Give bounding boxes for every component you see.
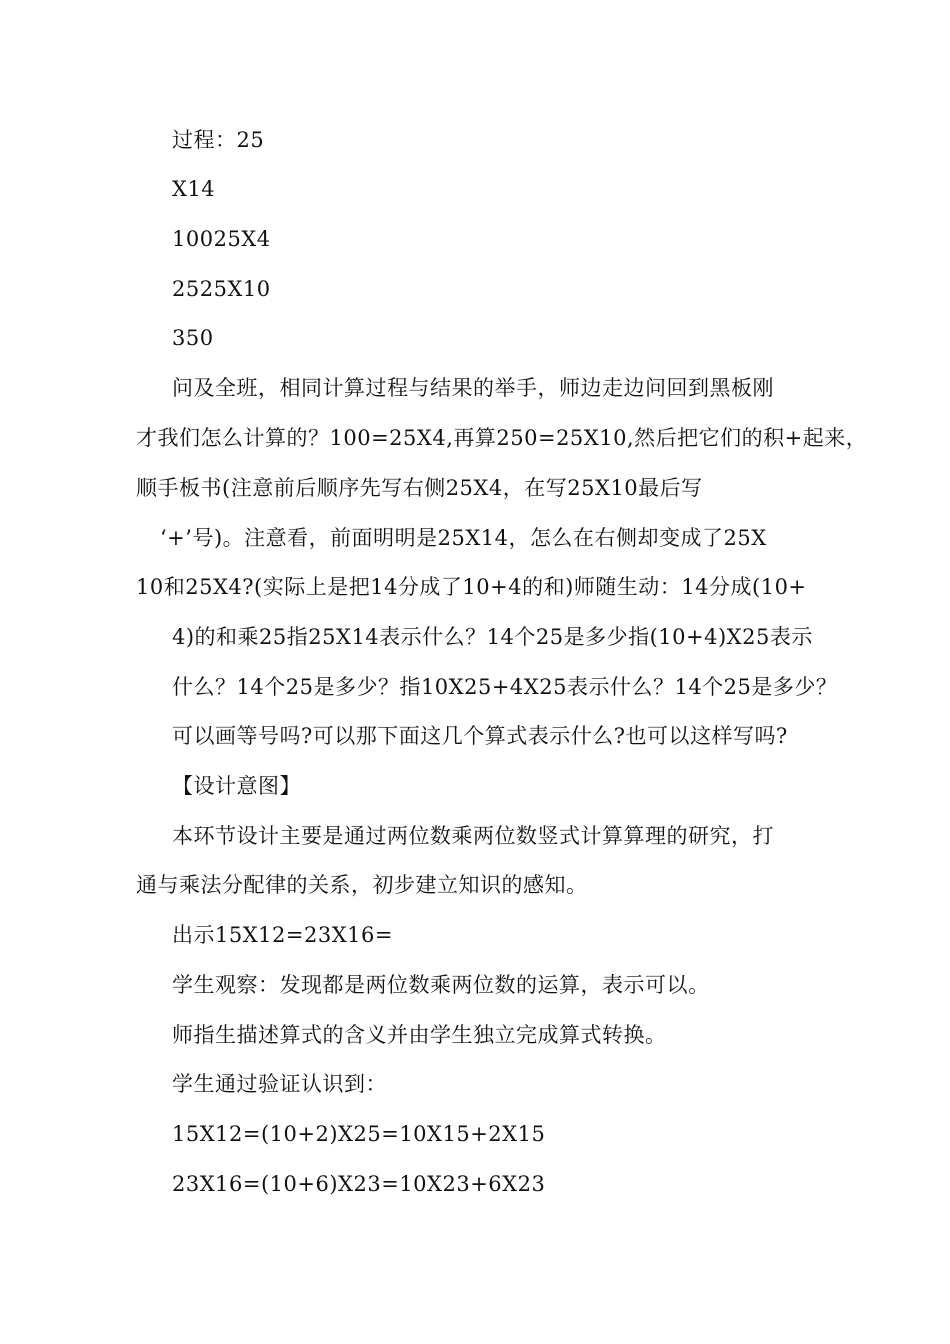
text-line-paragraph-1f: 4)的和乘25指25X14表示什么？14个25是多少指(10+4)X25表示: [172, 625, 813, 649]
equation-line-2: 23X16=(10+6)X23=10X23+6X23: [172, 1172, 546, 1196]
text-line-multiplier: X14: [172, 177, 216, 201]
text-line-paragraph-1c: 顺手板书(注意前后顺序先写右侧25X4，在写25X10最后写: [136, 476, 703, 500]
text-line-paragraph-1h: 可以画等号吗?可以那下面这几个算式表示什么?也可以这样写吗?: [172, 724, 788, 748]
text-line-student-verify: 学生通过验证认识到：: [172, 1072, 387, 1096]
text-line-process: 过程：25: [172, 128, 265, 152]
text-line-paragraph-1d: ‘+’号)。注意看，前面明明是25X14，怎么在右侧却变成了25X: [160, 526, 767, 550]
text-line-paragraph-2b: 通与乘法分配律的关系，初步建立知识的感知。: [136, 873, 588, 897]
text-line-student-observe: 学生观察：发现都是两位数乘两位数的运算，表示可以。: [172, 973, 710, 997]
text-line-paragraph-1b: 才我们怎么计算的？100=25X4,再算250=25X10,然后把它们的积+起来，: [136, 426, 868, 450]
text-line-result: 350: [172, 326, 214, 350]
section-heading-design-intent: 【设计意图】: [172, 774, 301, 798]
text-line-paragraph-1a: 问及全班，相同计算过程与结果的举手，师边走边问回到黑板刚: [172, 376, 774, 400]
text-line-teacher-instruct: 师指生描述算式的含义并由学生独立完成算式转换。: [172, 1023, 667, 1047]
text-line-paragraph-1g: 什么？14个25是多少？指10X25+4X25表示什么？14个25是多少？: [172, 675, 838, 699]
text-line-paragraph-1e: 10和25X4?(实际上是把14分成了10+4的和)师随生动：14分成(10+: [136, 575, 807, 599]
text-line-show-expressions: 出示15X12=23X16=: [172, 923, 393, 947]
text-line-partial-2: 2525X10: [172, 277, 271, 301]
text-line-partial-1: 10025X4: [172, 227, 271, 251]
text-line-paragraph-2a: 本环节设计主要是通过两位数乘两位数竖式计算算理的研究，打: [172, 824, 774, 848]
equation-line-1: 15X12=(10+2)X25=10X15+2X15: [172, 1122, 546, 1146]
